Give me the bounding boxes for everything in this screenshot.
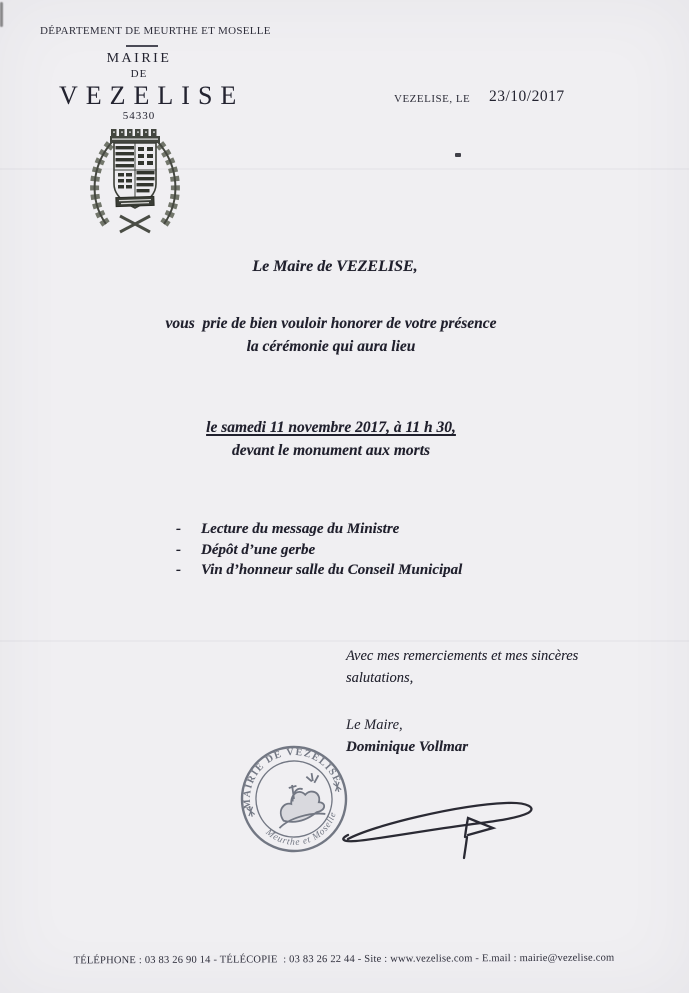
dash: - <box>176 562 181 578</box>
seal-bottom-text: Meurthe et Moselle <box>263 810 339 848</box>
seal-top-text: MAIRIE DE VEZELISE <box>241 746 343 810</box>
place-label: VEZELISE, LE <box>394 93 471 105</box>
city-name: VEZELISE <box>59 81 245 110</box>
closing-paragraph <box>346 646 578 689</box>
signature-scribble-icon <box>338 795 543 865</box>
scan-speck <box>455 153 461 157</box>
coat-of-arms-icon <box>84 128 186 234</box>
agenda-item-label: Lecture du message du Ministre <box>201 521 400 537</box>
town-seal-stamp-icon <box>238 743 350 855</box>
mairie-label: MAIRIE <box>106 51 172 66</box>
date-value: 23/10/2017 <box>489 88 565 105</box>
signature-block <box>346 715 468 758</box>
agenda-item-label: Vin d’honneur salle du Conseil Municipal <box>201 562 463 578</box>
mairie-block <box>53 51 245 122</box>
agenda-item <box>176 519 462 540</box>
agenda-item <box>176 540 462 561</box>
signer-name: Dominique Vollmar <box>346 738 469 755</box>
event-location: devant le monument aux morts <box>231 441 431 459</box>
salutation: Le Maire de VEZELISE, <box>252 258 418 275</box>
paper-crease <box>0 640 689 642</box>
footer-contact-line: TÉLÉPHONE : 03 83 26 90 14 - TÉLÉCOPIE : 03 83 26 22 44 - Site : www.vezelise.com - E.mail : mairie@vezelise.com <box>73 952 615 967</box>
agenda-list <box>176 519 462 581</box>
department-rule <box>126 45 158 47</box>
closing-line-2: salutations, <box>346 669 414 686</box>
agenda-item <box>176 560 462 581</box>
closing-line-1: Avec mes remerciements et mes sincères <box>346 648 579 664</box>
dash: - <box>176 521 181 537</box>
event-datetime: le samedi 11 novembre 2017, à 11 h 30, <box>206 419 456 436</box>
dash: - <box>176 541 181 558</box>
signer-title: Le Maire, <box>346 717 403 733</box>
seal-emblem-icon <box>267 772 329 829</box>
invitation-line-2: la cérémonie qui aura lieu <box>246 337 416 355</box>
agenda-item-label: Dépôt d’une gerbe <box>201 541 316 558</box>
event-details <box>101 417 561 462</box>
scan-edge-artifact <box>0 2 3 27</box>
invitation-line-1: vous prie de bien vouloir honorer de votre présence <box>165 315 497 332</box>
department-line: DÉPARTEMENT DE MEURTHE ET MOSELLE <box>40 25 271 37</box>
invitation-paragraph <box>101 313 561 358</box>
postal-code: 54330 <box>122 110 156 122</box>
de-label: DE <box>130 68 148 80</box>
